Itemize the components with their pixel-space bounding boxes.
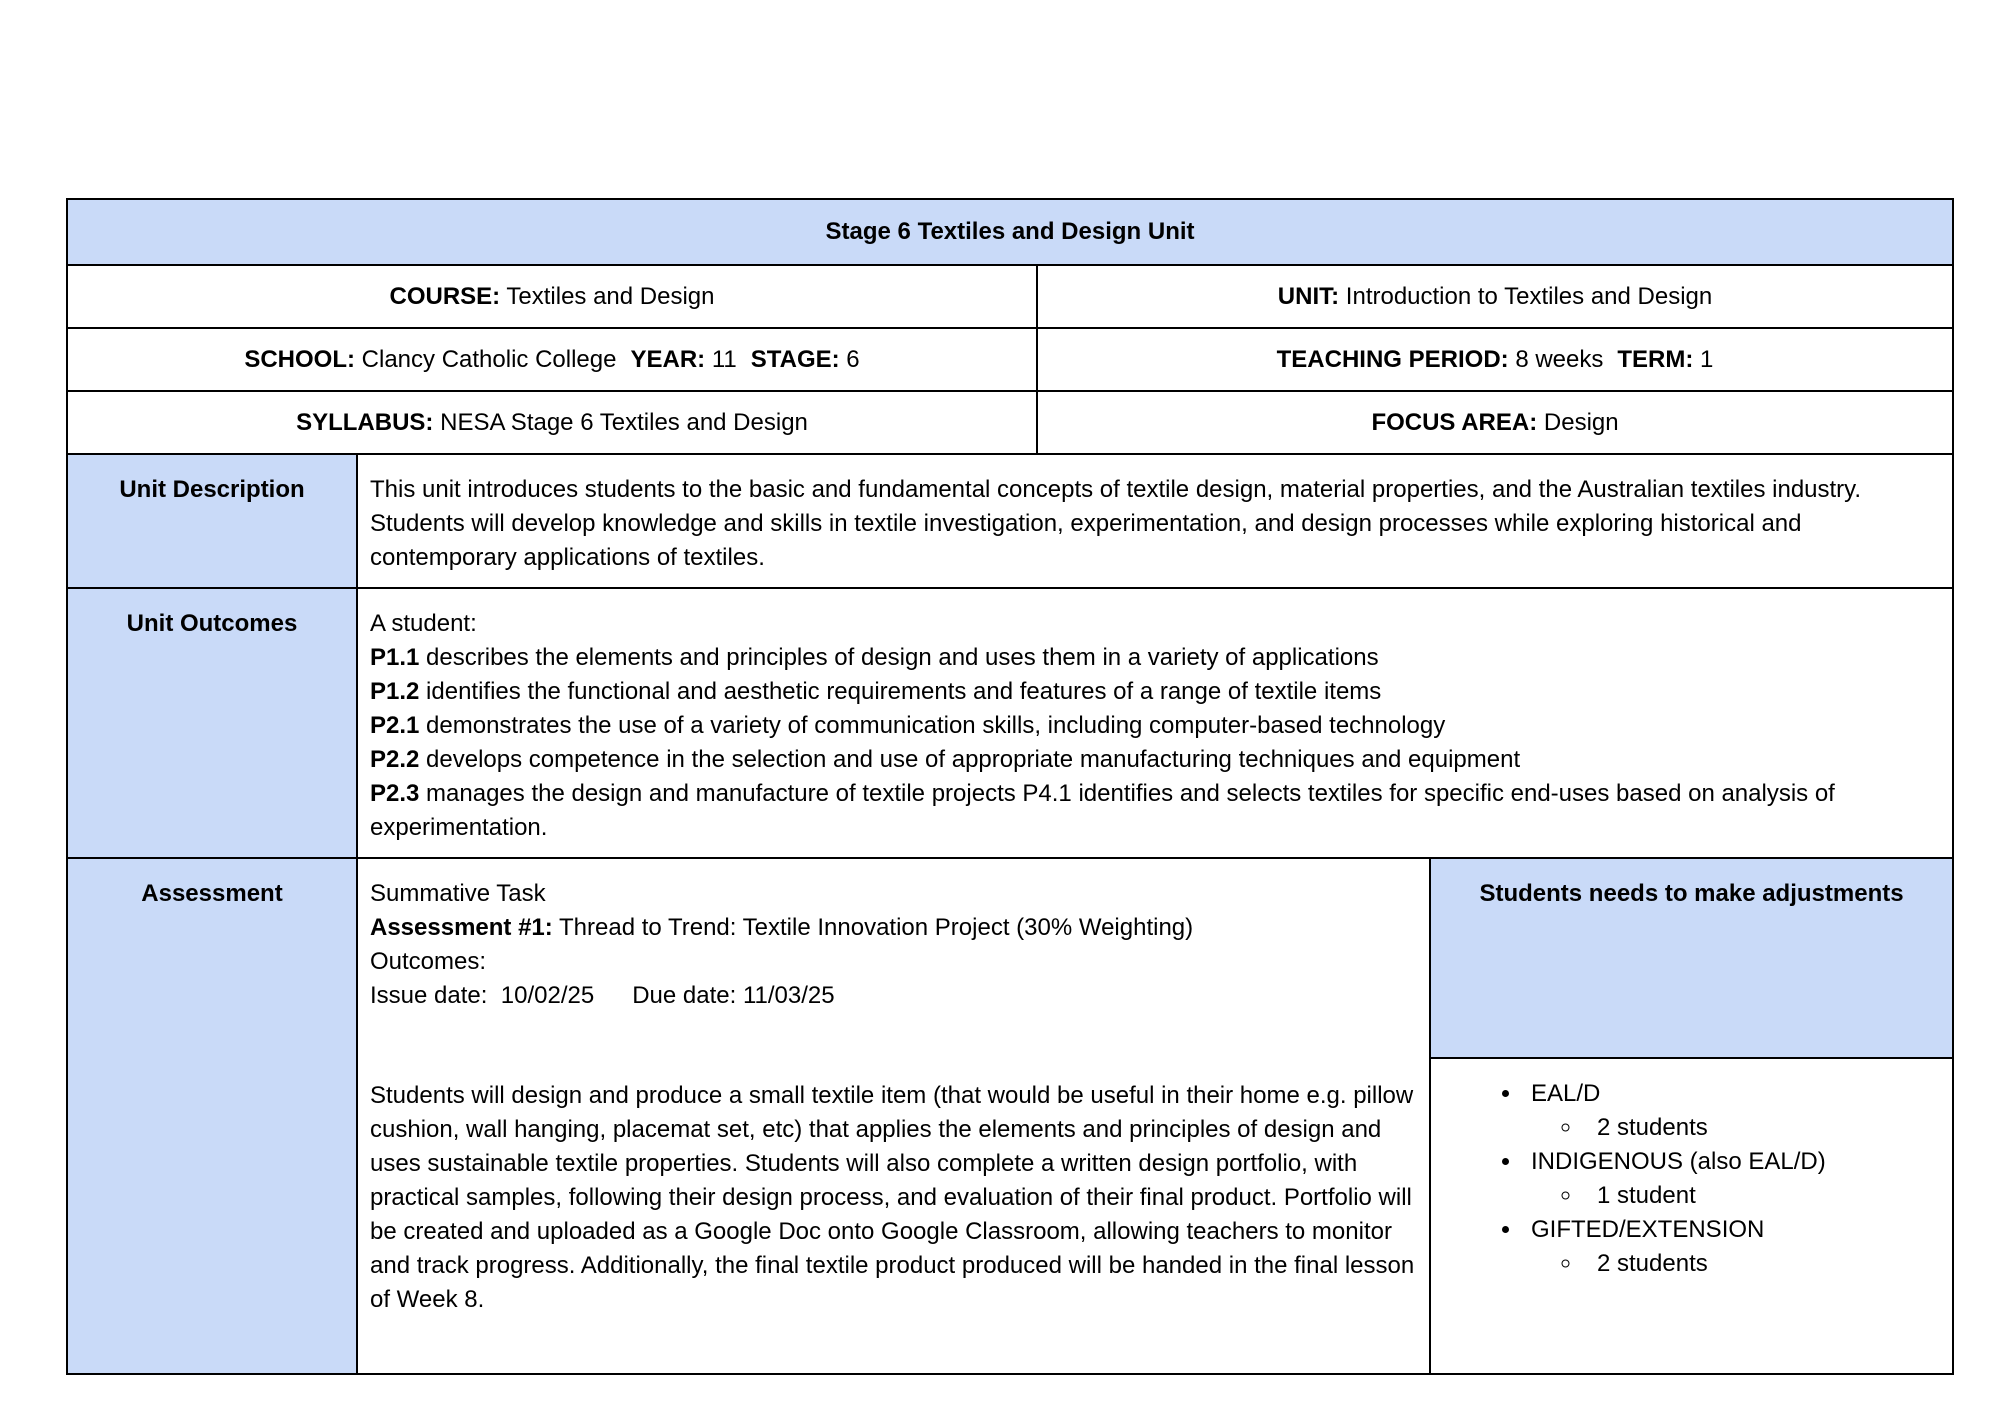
year-label: YEAR: [630, 345, 706, 373]
outcome-item [370, 641, 1940, 675]
unit-outcomes-row [67, 588, 1953, 858]
year-value: 11 [711, 345, 737, 373]
teaching-period-label: TEACHING PERIOD: [1276, 345, 1509, 373]
term-label: TERM: [1617, 345, 1694, 373]
unit-title: Stage 6 Textiles and Design Unit [67, 199, 1953, 265]
outcome-text: describes the elements and principles of design and uses them in a variety of applications [426, 644, 1379, 671]
adjustment-group-name: INDIGENOUS (also EAL/D) [1531, 1148, 1826, 1175]
issue-date-label: Issue date: [370, 982, 488, 1009]
assessment-outcomes-label: Outcomes: [370, 948, 487, 975]
adjustment-sublist [1531, 1111, 1940, 1145]
assessment-details [357, 858, 1430, 1374]
stage-label: STAGE: [750, 345, 840, 373]
assessment-row-top [67, 858, 1953, 1058]
course-label: COURSE: [389, 282, 501, 310]
assessment-name-label: Assessment #1: [370, 914, 553, 941]
focus-area-label: FOCUS AREA: [1371, 408, 1538, 436]
unit-value: Introduction to Textiles and Design [1345, 282, 1713, 310]
stage-value: 6 [846, 345, 860, 373]
focus-area-cell [1037, 391, 1953, 454]
adjustment-group [1523, 1213, 1940, 1281]
course-cell [67, 265, 1037, 328]
assessment-task-type: Summative Task [370, 880, 546, 907]
school-cell [67, 328, 1037, 391]
assessment-name-line [370, 911, 1417, 945]
outcome-code: P2.1 [370, 712, 420, 739]
course-row [67, 265, 1953, 328]
outcomes-intro: A student: [370, 610, 477, 637]
adjustment-count: ◦ 2 students [1583, 1111, 1940, 1145]
outcome-text: identifies the functional and aesthetic requirements and features of a range of textile items [426, 678, 1382, 705]
adjustments-heading: Students needs to make adjustments [1430, 858, 1953, 1058]
syllabus-value: NESA Stage 6 Textiles and Design [440, 408, 808, 436]
adjustment-count: ◦ 1 student [1583, 1179, 1940, 1213]
issue-date: 10/02/25 [500, 982, 595, 1009]
unit-outcomes-label: Unit Outcomes [67, 588, 357, 858]
teaching-period-value: 8 weeks [1515, 345, 1604, 373]
outcome-text: develops competence in the selection and use of appropriate manufacturing techniques and equipment [426, 746, 1521, 773]
term-value: 1 [1700, 345, 1714, 373]
focus-area-value: Design [1543, 408, 1619, 436]
adjustment-group-name: EAL/D [1531, 1080, 1601, 1107]
school-label: SCHOOL: [244, 345, 355, 373]
adjustment-sublist [1531, 1247, 1940, 1281]
unit-outcomes-cell [357, 588, 1953, 858]
school-value: Clancy Catholic College [361, 345, 617, 373]
unit-description-row [67, 454, 1953, 588]
adjustment-group-name: GIFTED/EXTENSION [1531, 1216, 1765, 1243]
assessment-description: Students will design and produce a small textile item (that would be useful in their home e.g. pillow cushion, wall hanging, placemat set, etc) that applies the elements and principles of design and uses sustainable textile properties. Students will also complete a written design portfolio, with practical samples, following their design process, and evaluation of their final product. Portfolio will be created and uploaded as a Google Doc onto Google Classroom, allowing teachers to monitor and track progress. Additionally, the final textile product produced will be handed in the final lesson of Week 8. [370, 1082, 1415, 1313]
adjustment-group [1523, 1145, 1940, 1213]
unit-cell [1037, 265, 1953, 328]
outcome-code: P2.2 [370, 746, 420, 773]
course-value: Textiles and Design [506, 282, 715, 310]
adjustments-list [1443, 1077, 1940, 1281]
outcome-item [370, 709, 1940, 743]
outcome-text: demonstrates the use of a variety of communication skills, including computer-based technology [426, 712, 1446, 739]
unit-label: UNIT: [1277, 282, 1340, 310]
assessment-label: Assessment [67, 858, 357, 1374]
unit-description-label: Unit Description [67, 454, 357, 588]
due-date-label: Due date: [632, 982, 737, 1009]
adjustment-count: ◦ 2 students [1583, 1247, 1940, 1281]
title-row [67, 199, 1953, 265]
outcome-text: manages the design and manufacture of textile projects P4.1 identifies and selects textiles for specific end-uses based on analysis of experimentation. [370, 780, 1835, 841]
outcome-code: P2.3 [370, 780, 420, 807]
adjustments-list-cell [1430, 1058, 1953, 1374]
outcome-item [370, 743, 1940, 777]
outcome-item [370, 777, 1940, 845]
syllabus-label: SYLLABUS: [296, 408, 434, 436]
syllabus-cell [67, 391, 1037, 454]
due-date: 11/03/25 [742, 982, 835, 1009]
assessment-dates [370, 979, 1417, 1013]
adjustment-group [1523, 1077, 1940, 1145]
syllabus-row [67, 391, 1953, 454]
outcome-code: P1.2 [370, 678, 420, 705]
adjustment-sublist [1531, 1179, 1940, 1213]
unit-plan-table [66, 198, 1954, 1375]
school-row [67, 328, 1953, 391]
teaching-period-cell [1037, 328, 1953, 391]
outcome-code: P1.1 [370, 644, 420, 671]
outcome-item [370, 675, 1940, 709]
unit-description-text: This unit introduces students to the basic and fundamental concepts of textile design, material properties, and the Australian textiles industry. Students will develop knowledge and skills in textile investigation, experimentation, and design processes while exploring historical and contemporary applications of textiles. [357, 454, 1953, 588]
assessment-name: Thread to Trend: Textile Innovation Project (30% Weighting) [559, 914, 1194, 941]
